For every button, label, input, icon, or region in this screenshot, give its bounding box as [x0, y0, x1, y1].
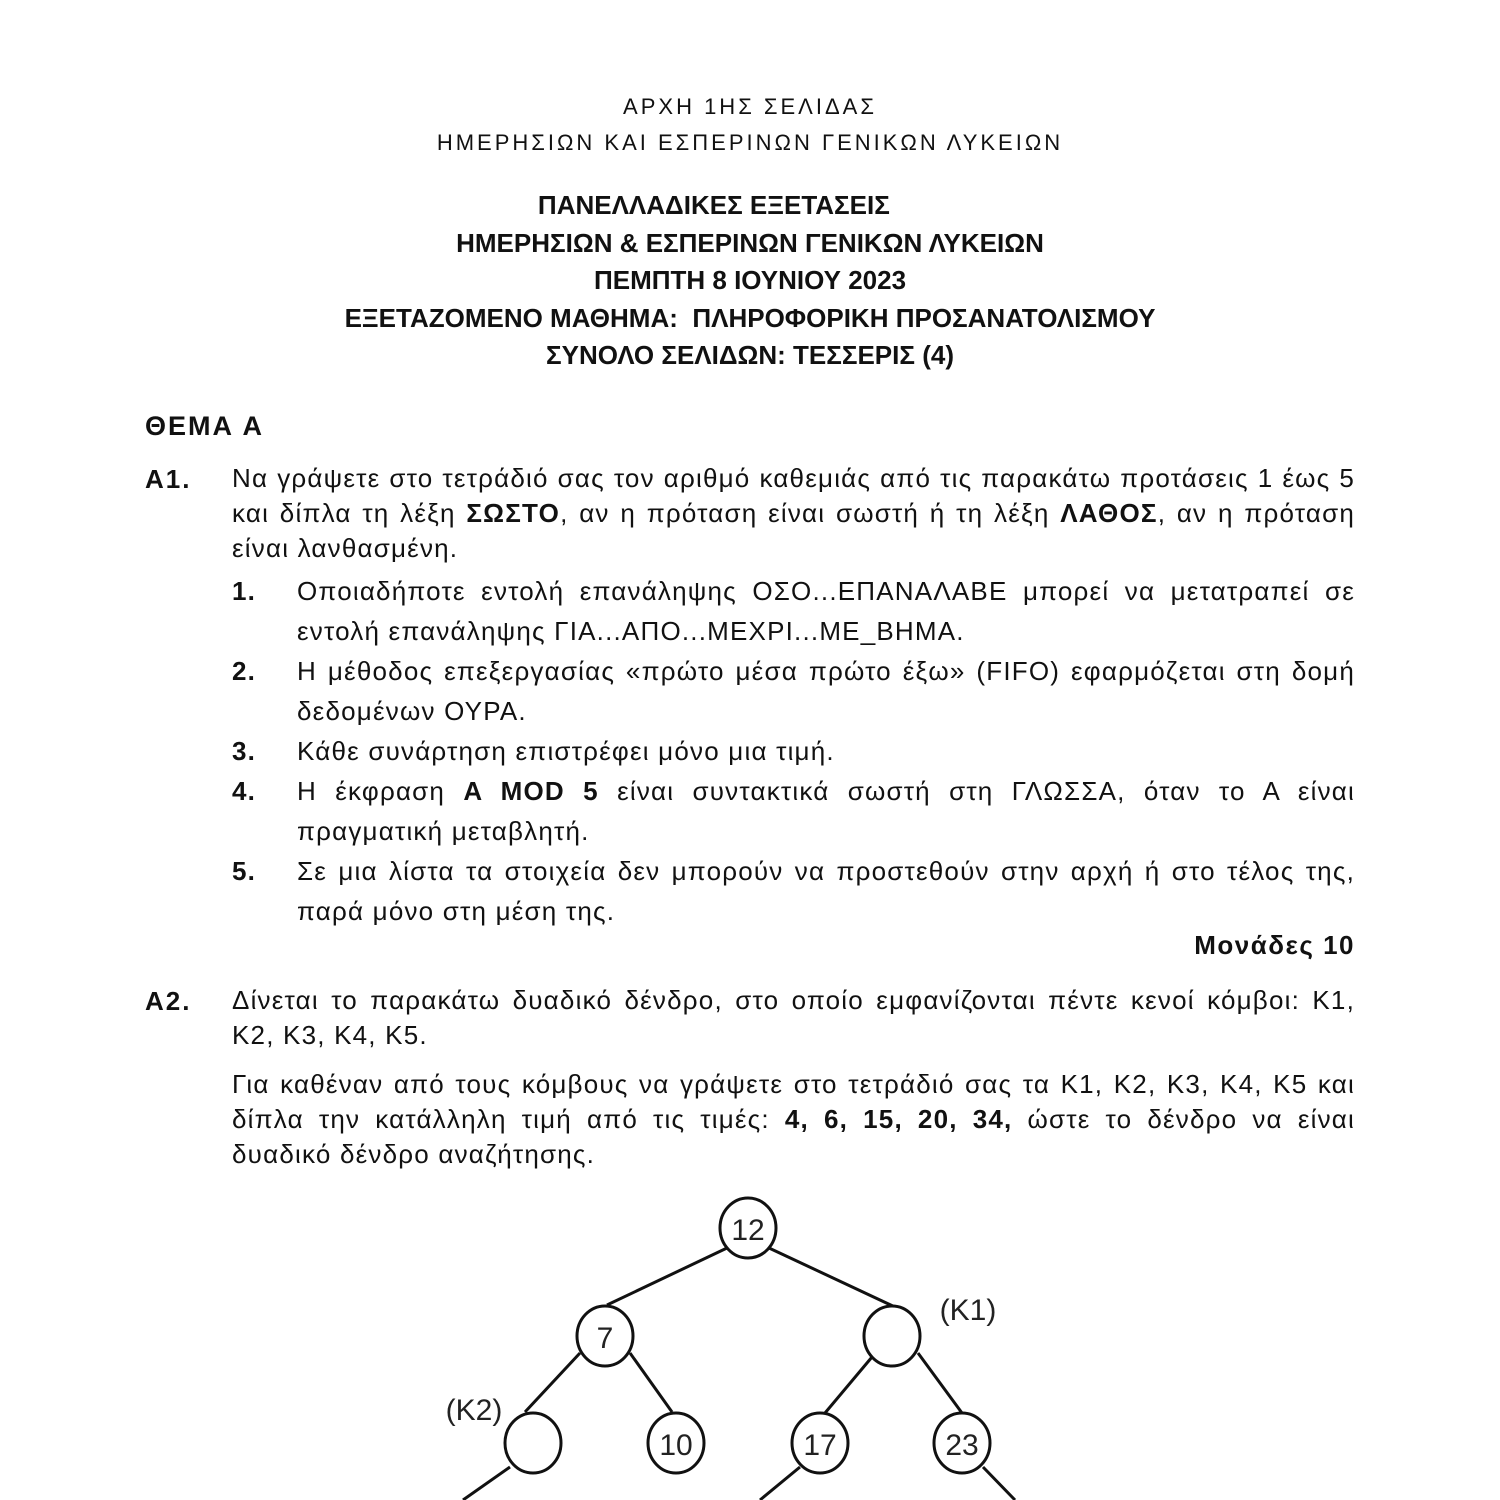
node-value: 23 — [945, 1429, 979, 1462]
page-header-line2: ΗΜΕΡΗΣΙΩΝ ΚΑΙ ΕΣΠΕΡΙΝΩΝ ΓΕΝΙΚΩΝ ΛΥΚΕΙΩΝ — [436, 130, 1064, 155]
a2-paragraph-1: Δίνεται το παρακάτω δυαδικό δένδρο, στο οποίο εμφανίζονται πέντε κενοί κόμβοι: Κ1, Κ2, Κ3, Κ4, Κ5. — [232, 985, 1355, 1050]
bold-text: 4, 6, 15, 20, 34, — [784, 1104, 1013, 1134]
tree-node-k2 — [505, 1413, 561, 1473]
item-number: 3. — [232, 736, 257, 766]
item-number: 5. — [232, 856, 257, 886]
tree-node-k1 — [864, 1306, 920, 1366]
text: Η έκφραση — [297, 776, 464, 806]
question-label-a1: Α1. — [145, 464, 192, 494]
title-line: ΠΑΝΕΛΛΑΔΙΚΕΣ ΕΞΕΤΑΣΕΙΣ — [537, 190, 963, 220]
item-text: Η μέθοδος επεξεργασίας «πρώτο μέσα πρώτο έξω» (FIFO) εφαρμόζεται στη δομή δεδομένων ΟΥΡΑ. — [297, 656, 1355, 726]
title-line: ΕΞΕΤΑΖΟΜΕΝΟ ΜΑΘΗΜΑ: ΠΛΗΡΟΦΟΡΙΚΗ ΠΡΟΣΑΝΑΤΟΛΙΣΜΟΥ — [344, 302, 1156, 333]
section-heading: ΘΕΜΑ Α — [145, 411, 264, 441]
node-value: 7 — [596, 1322, 614, 1355]
item-text: Οποιαδήποτε εντολή επανάληψης ΟΣΟ...ΕΠΑΝΑΛΑΒΕ μπορεί να μετατραπεί σε εντολή επανάληψης ΓΙΑ...ΑΠΟ...ΜΕΧΡΙ...ΜΕ_ΒΗΜΑ. — [297, 576, 1355, 646]
node-value: 12 — [731, 1214, 765, 1247]
item-text: Σε μια λίστα τα στοιχεία δεν μπορούν να προστεθούν στην αρχή ή στο τέλος της, παρά μόνο στη μέση της. — [297, 856, 1355, 926]
text: , αν η πρόταση είναι λανθασμένη. — [232, 498, 1355, 563]
node-label-k2: (K2) — [445, 1394, 503, 1427]
node-value: 10 — [659, 1429, 693, 1462]
title-line: ΗΜΕΡΗΣΙΩΝ & ΕΣΠΕΡΙΝΩΝ ΓΕΝΙΚΩΝ ΛΥΚΕΙΩΝ — [456, 227, 1044, 258]
text: ώστε το δένδρο να είναι δυαδικό δένδρο αναζήτησης. — [232, 1104, 1355, 1169]
bold-text: A MOD 5 — [463, 776, 599, 806]
text: είναι συντακτικά σωστή στη ΓΛΩΣΣΑ, όταν το Α είναι πραγματική μεταβλητή. — [297, 776, 1356, 846]
text: , αν η πρόταση είναι σωστή ή τη λέξη — [560, 498, 1061, 528]
title-line: ΠΕΜΠΤΗ 8 ΙΟΥΝΙΟΥ 2023 — [593, 265, 907, 295]
text: Για καθέναν από τους κόμβους να γράψετε στο τετράδιό σας τα Κ1, Κ2, Κ3, Κ4, Κ5 και δίπλα την κατάλληλη τιμή από τις τιμές: — [232, 1069, 1355, 1134]
item-number: 1. — [232, 576, 257, 606]
node-value: 17 — [803, 1429, 837, 1462]
bold-text: ΣΩΣΤΟ — [466, 498, 561, 528]
page-header-line1: ΑΡΧΗ 1ΗΣ ΣΕΛΙΔΑΣ — [623, 94, 877, 119]
node-label-k1: (K1) — [939, 1294, 997, 1327]
text: Να γράψετε στο τετράδιό σας τον αριθμό καθεμιάς από τις παρακάτω προτάσεις 1 έως 5 και δίπλα τη λέξη — [232, 463, 1355, 528]
bold-text: ΛΑΘΟΣ — [1060, 498, 1158, 528]
title-line: ΣΥΝΟΛΟ ΣΕΛΙΔΩΝ: ΤΕΣΣΕΡΙΣ (4) — [546, 340, 954, 370]
item-number: 4. — [232, 776, 257, 806]
question-label-a2: Α2. — [145, 986, 192, 1016]
marks-label: Μονάδες 10 — [1194, 930, 1355, 960]
item-number: 2. — [232, 656, 257, 686]
item-text: Κάθε συνάρτηση επιστρέφει μόνο μια τιμή. — [297, 736, 835, 766]
